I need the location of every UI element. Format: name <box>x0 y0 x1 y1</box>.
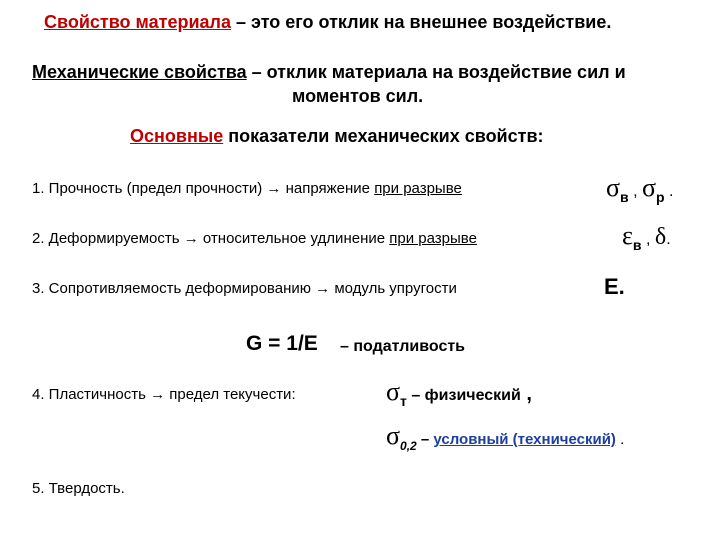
sigma-02-symbol: σ <box>386 421 401 450</box>
item2-text: 2. Деформируемость → относительное удлинение <box>32 230 390 247</box>
item1-text: 1. Прочность (предел прочности) → напряжение <box>32 180 375 197</box>
sub-02: 0,2 <box>400 439 417 453</box>
heading2-rest: – отклик материала на воздействие сил и <box>246 62 626 82</box>
item4b-dash: – <box>416 431 434 448</box>
sub-v: в <box>620 189 629 205</box>
item4-end: , <box>520 383 532 405</box>
sub-r: р <box>655 189 665 205</box>
item2-sep: , <box>641 231 655 248</box>
modulus-symbol <box>604 274 625 300</box>
sub-t: т <box>400 393 407 409</box>
item4-symbols <box>386 376 532 407</box>
conventional-link[interactable]: условный (технический) <box>433 431 616 448</box>
item4b-symbols <box>386 420 624 451</box>
item1-end: . <box>664 183 674 200</box>
sigma-symbol: σ <box>606 173 621 202</box>
item1-symbols <box>606 172 673 203</box>
heading1-rest: – это его отклик на внешнее воздействие. <box>230 12 612 32</box>
term-main: Основные <box>130 126 224 146</box>
compliance-formula <box>246 332 318 356</box>
heading2-line2: моментов сил. <box>292 86 424 106</box>
sigma-t-symbol: σ <box>386 377 401 406</box>
item3-text: 3. Сопротивляемость деформированию → модуль упругости <box>32 280 457 297</box>
heading-material-property <box>44 12 611 33</box>
item-deformability <box>32 230 477 247</box>
item1-sep: , <box>628 183 642 200</box>
heading-main-indicators <box>130 126 544 147</box>
item2-end: . <box>666 231 671 248</box>
term-material-property: Свойство материала <box>44 12 231 32</box>
item-plasticity <box>32 386 296 403</box>
item-strength <box>32 180 462 197</box>
item4b-end: . <box>615 431 625 448</box>
epsilon-symbol: ε <box>622 221 633 250</box>
sub-v-2: в <box>632 237 642 253</box>
heading-mechanical-properties-line2 <box>292 86 423 107</box>
item4-desc: – физический <box>406 387 521 404</box>
item-hardness <box>32 480 125 497</box>
item4-text: 4. Пластичность → предел текучести: <box>32 386 296 403</box>
item2-symbols <box>622 220 671 251</box>
item2-tail: при разрыве <box>389 230 477 247</box>
delta-symbol: δ <box>654 224 667 250</box>
item1-tail: при разрыве <box>374 180 462 197</box>
item3-sym: Е. <box>604 274 625 299</box>
heading3-rest: показатели механических свойств: <box>223 126 544 146</box>
formula-expr: G = 1/E <box>246 332 318 355</box>
formula-desc: – податливость <box>340 338 466 355</box>
term-mechanical-properties: Механические свойства <box>32 62 247 82</box>
sigma-symbol-2: σ <box>641 173 656 202</box>
compliance-desc <box>340 338 465 356</box>
item5-text: 5. Твердость. <box>32 480 125 497</box>
heading-mechanical-properties <box>32 62 626 83</box>
item-resistance <box>32 280 457 297</box>
